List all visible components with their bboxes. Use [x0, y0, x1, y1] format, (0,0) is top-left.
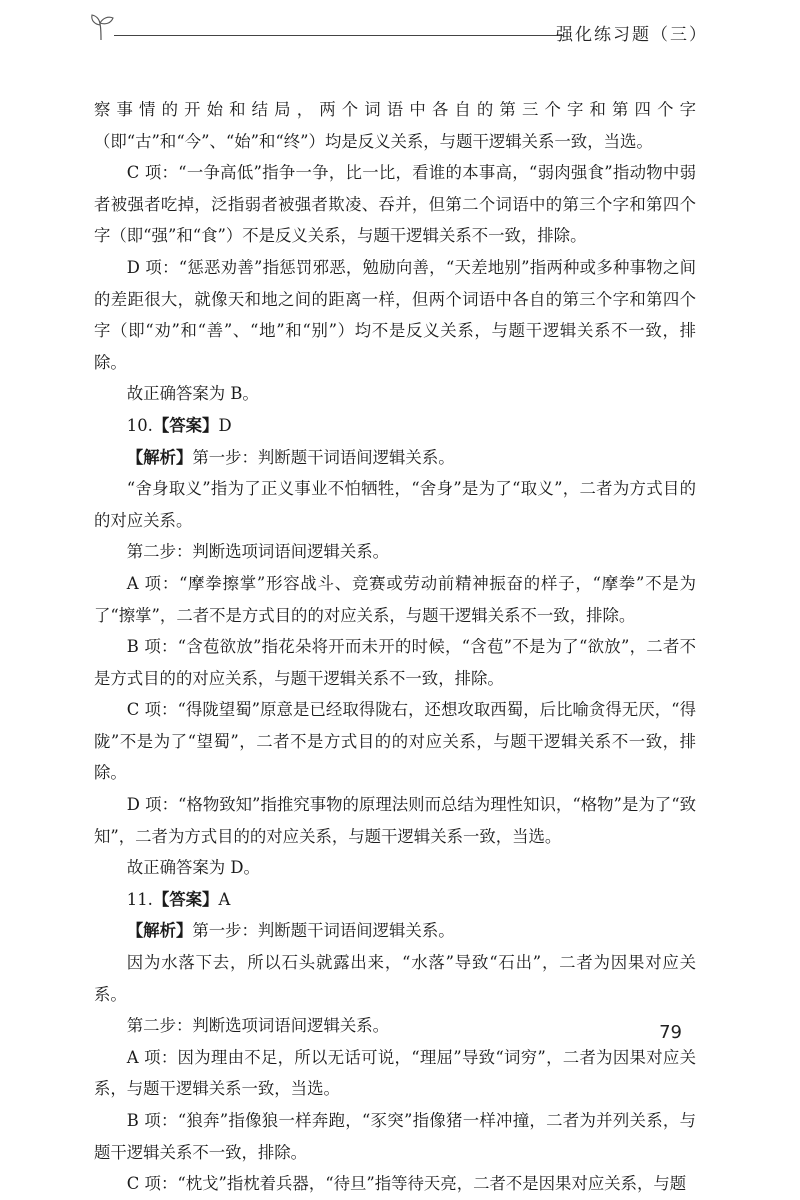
paragraph: 故正确答案为 B。: [126, 384, 259, 404]
page-content: [94, 94, 696, 1200]
question-number: 11.: [126, 889, 153, 909]
header-rule: [114, 35, 564, 36]
paragraph: 因为水落下去，所以石头就露出来，“水落”导致“石出”，二者为因果对应关系。: [94, 953, 696, 1004]
paragraph: 故正确答案为 D。: [126, 858, 260, 878]
paragraph: 第二步：判断选项词语间逻辑关系。: [126, 542, 390, 562]
analysis-text: 第一步：判断题干词语间逻辑关系。: [192, 447, 455, 467]
header-title: 强化练习题（三）: [556, 25, 708, 45]
paragraph: A 项：因为理由不足，所以无话可说，“理屈”导致“词穷”，二者为因果对应关系，与题干逻辑关系一致，当选。: [94, 1047, 696, 1099]
analysis-label: 【解析】: [126, 447, 193, 467]
question-10-answer: [94, 410, 696, 442]
question-11-answer: [94, 884, 696, 916]
paragraph: C 项：“得陇望蜀”原意是已经取得陇右，还想攻取西蜀，后比喻贪得无厌，“得陇”不是为了“望蜀”，二者不是方式目的的对应关系，与题干逻辑关系不一致，排除。: [94, 700, 696, 783]
page-header: [88, 10, 708, 50]
analysis-text: 第一步：判断题干词语间逻辑关系。: [192, 921, 455, 941]
answer-label: 【答案】: [152, 889, 219, 909]
paragraph: 第二步：判断选项词语间逻辑关系。: [126, 1016, 390, 1036]
answer-value: D: [218, 415, 232, 435]
analysis-label: 【解析】: [126, 921, 193, 941]
paragraph: 察事情的开始和结局，两个词语中各自的第三个字和第四个字（即“古”和“今”、“始”和“终”）均是反义关系，与题干逻辑关系一致，当选。: [94, 100, 696, 151]
paragraph: B 项：“狼奔”指像狼一样奔跑，“豕突”指像猪一样冲撞，二者为并列关系，与题干逻辑关系不一致，排除。: [94, 1111, 696, 1162]
paragraph: “舍身取义”指为了正义事业不怕牺牲，“舍身”是为了“取义”，二者为方式目的的对应关系。: [94, 479, 696, 530]
page-number: 79: [659, 1022, 682, 1043]
sprout-icon: [88, 10, 116, 42]
question-number: 10.: [126, 415, 153, 435]
paragraph: D 项：“格物致知”指推究事物的原理法则而总结为理性知识，“格物”是为了“致知”，二者为方式目的的对应关系，与题干逻辑关系一致，当选。: [94, 795, 696, 846]
paragraph: B 项：“含苞欲放”指花朵将开而未开的时候，“含苞”不是为了“欲放”，二者不是方式目的的对应关系，与题干逻辑关系不一致，排除。: [94, 637, 696, 688]
question-11-analysis: [94, 915, 696, 947]
paragraph: D 项：“惩恶劝善”指惩罚邪恶，勉励向善，“天差地别”指两种或多种事物之间的差距很大，就像天和地之间的距离一样，但两个词语中各自的第三个字和第四个字（即“劝”和“善”、“地”和“别”）均不是反义关系，与题干逻辑关系不一致，排除。: [94, 257, 696, 372]
answer-value: A: [218, 889, 231, 909]
question-10-analysis: [94, 442, 696, 474]
paragraph: C 项：“一争高低”指争一争，比一比，看谁的本事高，“弱肉强食”指动物中弱者被强者吃掉，泛指弱者被强者欺凌、吞并，但第二个词语中的第三个字和第四个字（即“强”和“食”）不是反义关系，与题干逻辑关系不一致，排除。: [94, 163, 696, 246]
answer-label: 【答案】: [152, 415, 219, 435]
paragraph: C 项：“枕戈”指枕着兵器，“待旦”指等待天亮，二者不是因果对应关系，与题: [126, 1174, 687, 1194]
paragraph: A 项：“摩拳擦掌”形容战斗、竞赛或劳动前精神振奋的样子，“摩拳”不是为了“擦掌”，二者不是方式目的的对应关系，与题干逻辑关系不一致，排除。: [94, 573, 696, 625]
